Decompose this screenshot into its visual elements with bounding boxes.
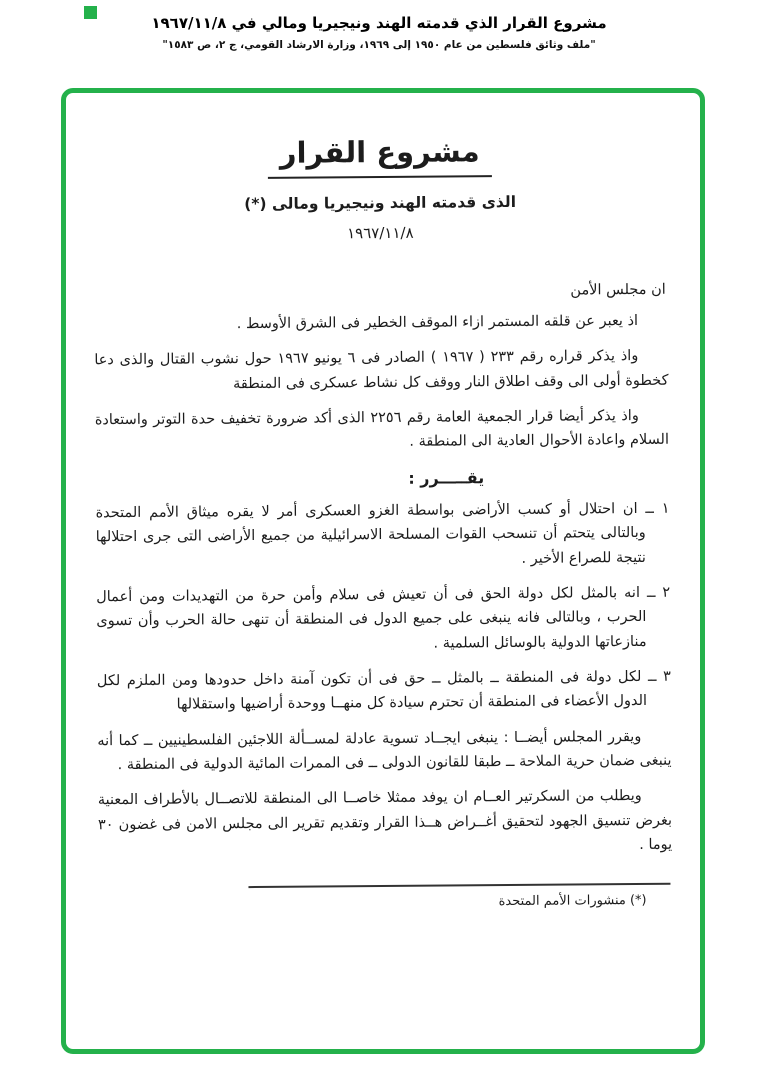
footnote-divider	[248, 883, 670, 888]
closing-paragraph: ويقرر المجلس أيضــا : ينبغى ايجــاد تسوية عادلة لمســألة اللاجئين الفلسطينيين ــ كما أنه ينبغى ضمان حرية الملاحة ــ طبقا للقانون الدولى ــ فى الممرات المائية الدولية فى المنطقة .	[97, 728, 672, 774]
closing-paragraph: ويطلب من السكرتير العــام ان يوفد ممثلا خاصــا الى المنطقة للاتصــال بالأطراف المعنية بغرض تنسيق الجهود لتحقيق أغــراض هــذا القرار وتقديم تقرير الى مجلس الامن فى غضون ٣٠ يوما .	[97, 788, 673, 854]
document-title: مشروع القرار	[268, 134, 492, 179]
footnote: (*) منشورات الأمم المتحدة	[498, 893, 647, 910]
header-source-citation: "ملف وثائق فلسطين من عام ١٩٥٠ إلى ١٩٦٩، وزارة الارشاد القومي، ج ٢، ص ١٥٨٣"	[162, 39, 596, 51]
document-title-wrap	[93, 133, 667, 181]
resolution-item: ١ ــ ان احتلال أو كسب الأراضى بواسطة الغزو العسكرى أمر لا يقره ميثاق الأمم المتحدة وبالتالى يتحتم أن تنسحب القوات المسلحة الاسرائيلية من جميع الأراضى التى جرى احتلالها نتيجة للصراع الأخير .	[95, 500, 670, 567]
resolution-item: ٣ ــ لكل دولة فى المنطقة ــ بالمثل ــ حق فى أن تكون آمنة داخل حدودها ومن الملزم لكل الدول الأعضاء فى المنطقة أن تحترم سيادة كل منهــا ووحدة أراضيها واستقلالها	[96, 668, 671, 713]
preamble-paragraph: واذ يذكر قراره رقم ٢٣٣ ( ١٩٦٧ ) الصادر فى ٦ يونيو ١٩٦٧ حول نشوب القتال والذى دعا كخطوة أولى الى وقف اطلاق النار ووقف كل نشاط عسكرى فى المنطقة	[94, 348, 669, 392]
document-frame	[61, 88, 705, 1054]
preamble-paragraph: اذ يعبر عن قلقه المستمر ازاء الموقف الخطير فى الشرق الأوسط .	[236, 312, 639, 333]
preamble-paragraph: واذ يذكر أيضا قرار الجمعية العامة رقم ٢٢٥٦ الذى أكد ضرورة تخفيف حدة التوتر واستعادة السلام واعادة الأحوال العادية الى المنطقة .	[94, 408, 670, 451]
document-date: ١٩٦٧/١١/٨	[347, 223, 414, 243]
resolution-item: ٢ ــ انه بالمثل لكل دولة الحق فى أن تعيش فى سلام وأمن حرة من التهديدات ومن أعمال الحرب ، وبالتالى فانه ينبغى على جميع الدول فى المنطقة أن تنهى حالة الحرب وأن تسوى منازعاتها الدولية بالوسائل السلمية .	[96, 584, 671, 652]
header-title: مشروع القرار الذي قدمته الهند ونيجيريا ومالي في ١٩٦٧/١١/٨	[151, 14, 607, 32]
page-header	[0, 14, 758, 51]
scanned-document	[62, 91, 703, 1052]
opening-line: ان مجلس الأمن	[570, 281, 666, 299]
decides-heading: يقـــــرر :	[408, 467, 485, 488]
document-subtitle: الذى قدمته الهند ونيجيريا ومالى (*)	[244, 192, 517, 214]
